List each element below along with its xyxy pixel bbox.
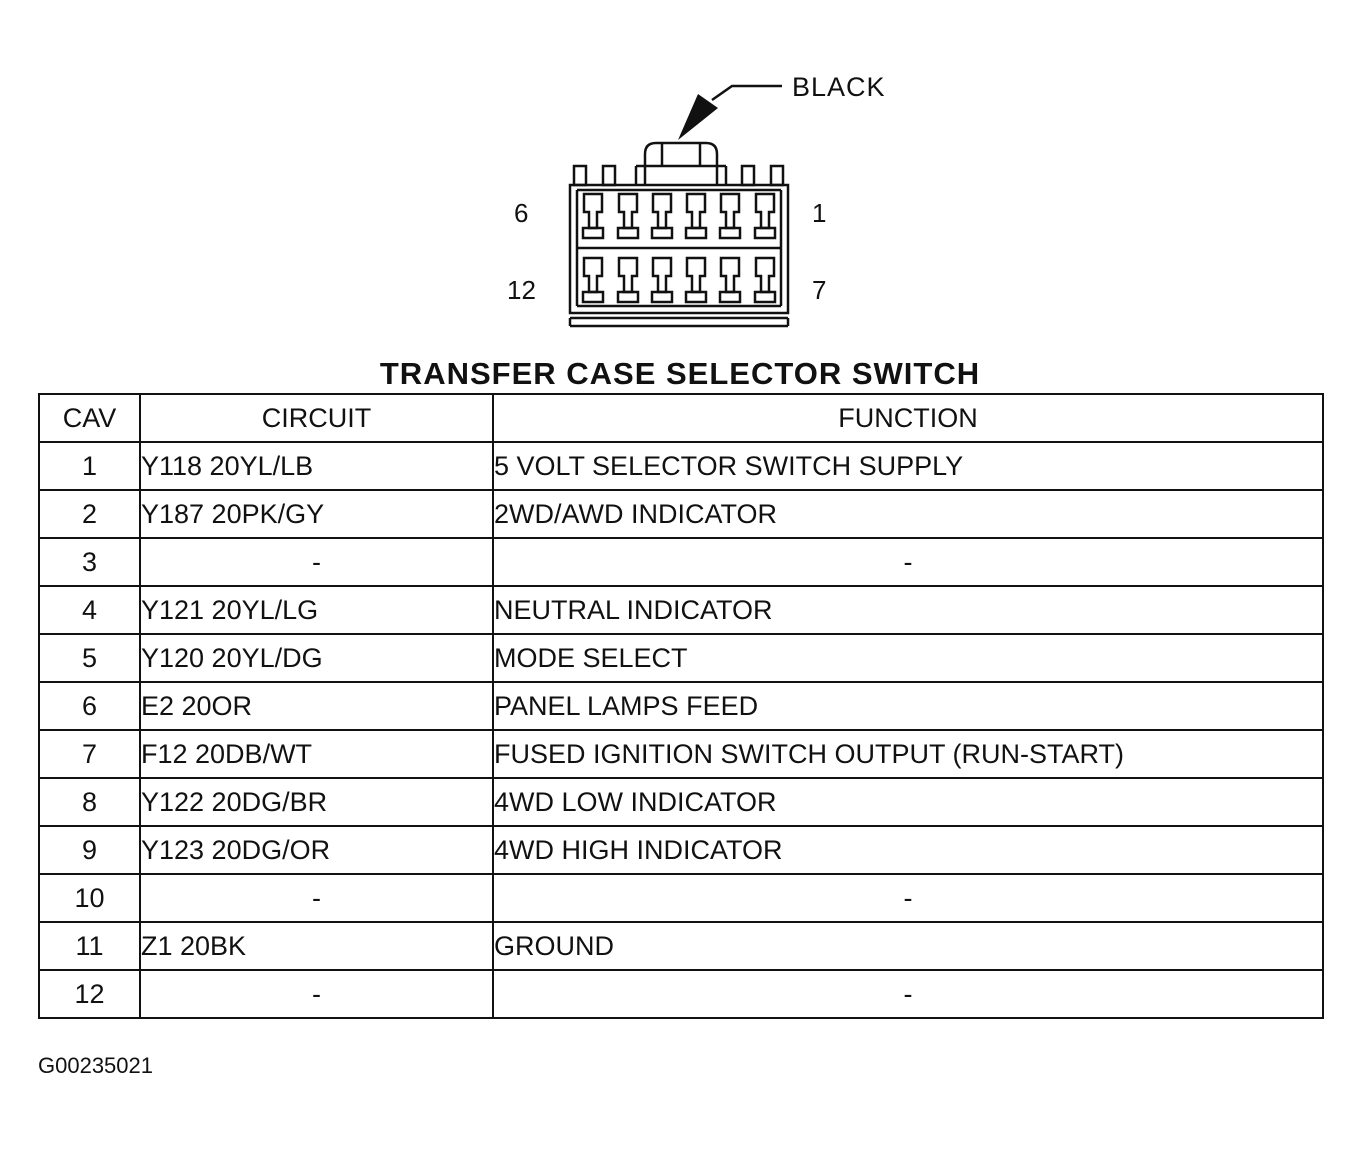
circuit-cell: - (140, 970, 493, 1018)
cav-cell: 10 (39, 874, 140, 922)
circuit-cell: Y187 20PK/GY (140, 490, 493, 538)
table-row (39, 922, 1323, 970)
table-row (39, 634, 1323, 682)
cavity-base (618, 292, 638, 302)
cavity-base (720, 292, 740, 302)
function-cell: 5 VOLT SELECTOR SWITCH SUPPLY (493, 442, 1323, 490)
function-cell: PANEL LAMPS FEED (493, 682, 1323, 730)
cavity-base (720, 228, 740, 238)
cavity-base (583, 228, 603, 238)
table-row (39, 874, 1323, 922)
function-cell: - (493, 874, 1323, 922)
pin-label-top-right: 1 (812, 198, 827, 228)
circuit-cell: - (140, 874, 493, 922)
cavity-terminal (653, 194, 671, 228)
cavity-terminal (756, 194, 774, 228)
cavity-base (755, 292, 775, 302)
function-cell: GROUND (493, 922, 1323, 970)
cavity-terminal (721, 258, 739, 292)
cavity-terminal (619, 194, 637, 228)
cav-cell: 2 (39, 490, 140, 538)
cavity-base (618, 228, 638, 238)
figure-id: G00235021 (38, 1053, 153, 1078)
circuit-cell: F12 20DB/WT (140, 730, 493, 778)
cav-cell: 9 (39, 826, 140, 874)
cavity-base (652, 292, 672, 302)
cavity-terminal (687, 194, 705, 228)
table-row (39, 778, 1323, 826)
cavity-base (652, 228, 672, 238)
pinout-table (38, 393, 1324, 1019)
cavity-base (686, 228, 706, 238)
circuit-cell: E2 20OR (140, 682, 493, 730)
table-row (39, 826, 1323, 874)
cavity-terminal (653, 258, 671, 292)
circuit-cell: Z1 20BK (140, 922, 493, 970)
cavity-base (583, 292, 603, 302)
circuit-cell: Y120 20YL/DG (140, 634, 493, 682)
cavity-terminal (584, 258, 602, 292)
table-row (39, 490, 1323, 538)
function-cell: 2WD/AWD INDICATOR (493, 490, 1323, 538)
table-row (39, 586, 1323, 634)
function-cell: 4WD HIGH INDICATOR (493, 826, 1323, 874)
cav-cell: 3 (39, 538, 140, 586)
diagram-title: TRANSFER CASE SELECTOR SWITCH (379, 356, 981, 391)
function-cell: MODE SELECT (493, 634, 1323, 682)
function-cell: - (493, 538, 1323, 586)
cav-cell: 1 (39, 442, 140, 490)
table-row (39, 538, 1323, 586)
table-row (39, 970, 1323, 1018)
circuit-cell: Y121 20YL/LG (140, 586, 493, 634)
connector-diagram (0, 0, 1360, 340)
header-cav: CAV (39, 394, 140, 442)
pin-label-top-left: 6 (514, 198, 529, 228)
function-cell: NEUTRAL INDICATOR (493, 586, 1323, 634)
cavity-terminal (756, 258, 774, 292)
function-cell: - (493, 970, 1323, 1018)
cav-cell: 12 (39, 970, 140, 1018)
circuit-cell: Y123 20DG/OR (140, 826, 493, 874)
cav-cell: 7 (39, 730, 140, 778)
cav-cell: 11 (39, 922, 140, 970)
function-cell: 4WD LOW INDICATOR (493, 778, 1323, 826)
cav-cell: 5 (39, 634, 140, 682)
circuit-cell: - (140, 538, 493, 586)
cavity-terminal (584, 194, 602, 228)
connector-color-callout: BLACK (792, 72, 886, 102)
circuit-cell: Y118 20YL/LB (140, 442, 493, 490)
table-row (39, 730, 1323, 778)
cav-cell: 4 (39, 586, 140, 634)
table-header-row (39, 394, 1323, 442)
header-function: FUNCTION (493, 394, 1323, 442)
circuit-cell: Y122 20DG/BR (140, 778, 493, 826)
header-circuit: CIRCUIT (140, 394, 493, 442)
cavity-terminal (619, 258, 637, 292)
cavity-terminal (721, 194, 739, 228)
cavity-base (686, 292, 706, 302)
cav-cell: 8 (39, 778, 140, 826)
pin-label-bottom-right: 7 (812, 275, 827, 305)
table-row (39, 682, 1323, 730)
cavity-terminal (687, 258, 705, 292)
table-row (39, 442, 1323, 490)
cav-cell: 6 (39, 682, 140, 730)
function-cell: FUSED IGNITION SWITCH OUTPUT (RUN-START) (493, 730, 1323, 778)
pin-label-bottom-left: 12 (507, 275, 536, 305)
cavity-base (755, 228, 775, 238)
